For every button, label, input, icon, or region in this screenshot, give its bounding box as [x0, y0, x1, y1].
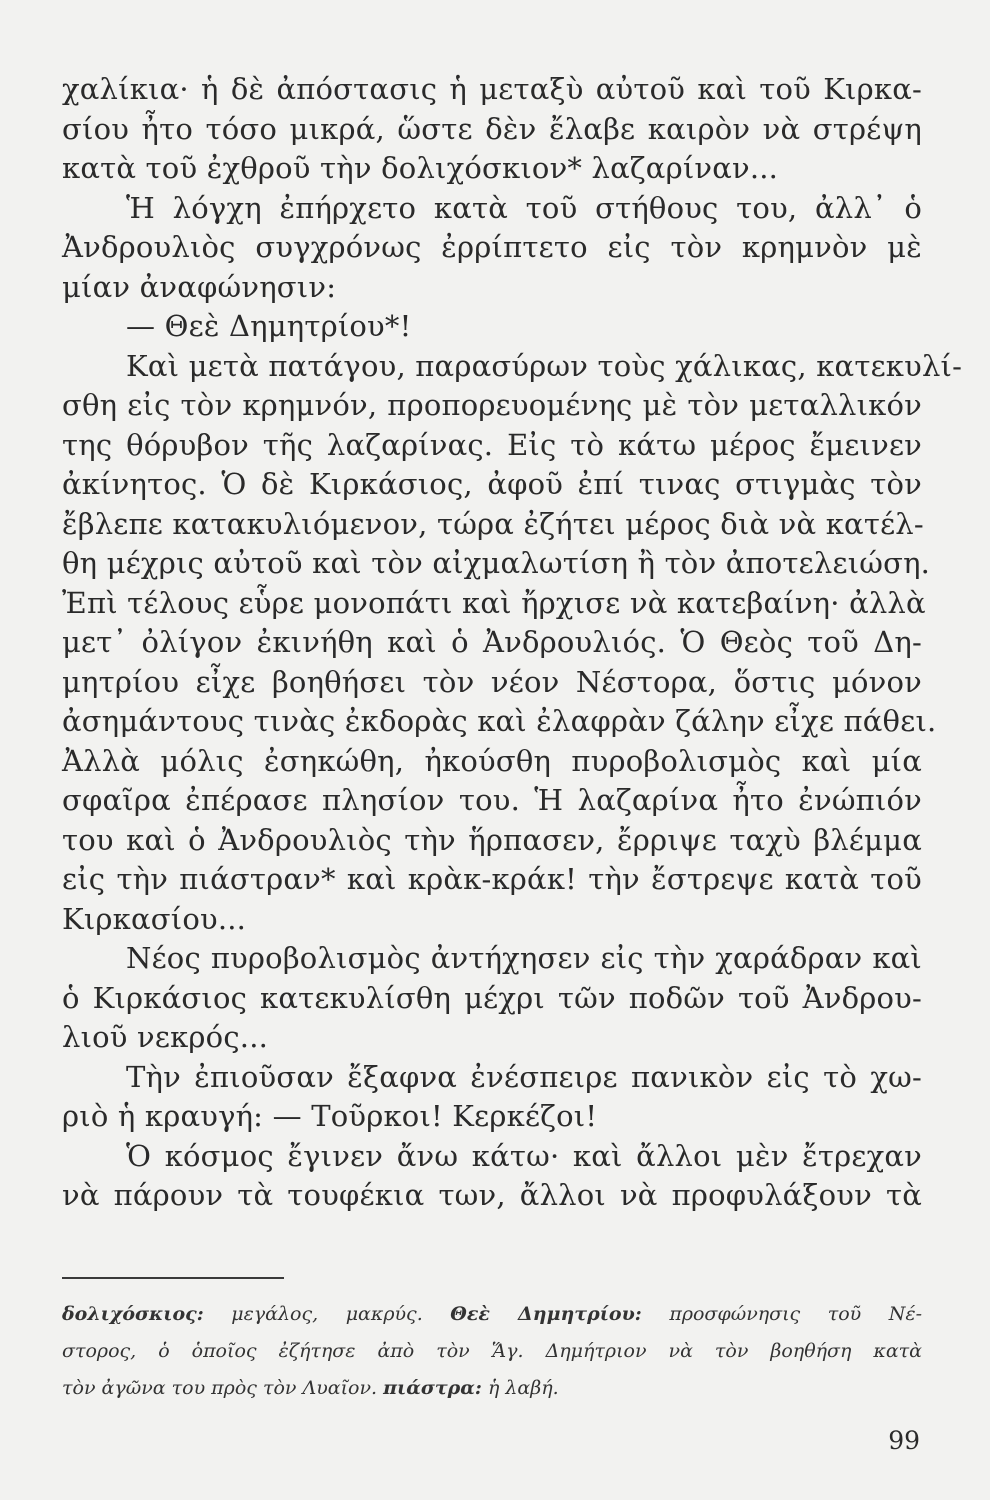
text-line: ριὸ ἡ κραυγή: — Τοῦρκοι! Κερκέζοι!: [62, 1099, 598, 1133]
footnote-definition: μεγάλος, μακρύς.: [203, 1303, 451, 1325]
text-line: Κιρκασίου...: [62, 901, 247, 936]
footnote-line: [62, 1296, 922, 1333]
footnote-divider: [62, 1277, 284, 1279]
text-line: μίαν ἀναφώνησιν:: [62, 269, 337, 304]
body-text: [62, 70, 963, 1216]
text-line: μετ᾽ ὀλίγον ἐκινήθη καὶ ὁ Ἀνδρουλιός. Ὁ Θεὸς τοῦ Δη-: [62, 625, 922, 659]
page-number: 99: [888, 1426, 920, 1455]
text-line: Καὶ μετὰ πατάγου, παρασύρων τοὺς χάλικας, κατεκυλί-: [126, 348, 963, 383]
text-line: Ἀνδρουλιὸς συγχρόνως ἐρρίπτετο εἰς τὸν κρημνὸν μὲ: [62, 230, 922, 264]
footnote-definition: στορος, ὁ ὁποῖος ἐζήτησε ἀπὸ τὸν Ἅγ. Δημήτριον νὰ τὸν βοηθήση κατὰ: [62, 1340, 922, 1362]
footnote-definition: προσφώνησις τοῦ Νέ-: [641, 1303, 922, 1325]
footnote-line: [62, 1333, 922, 1370]
footnote-term: πιάστρα:: [383, 1377, 482, 1399]
text-line: ἀκίνητος. Ὁ δὲ Κιρκάσιος, ἀφοῦ ἐπί τινας στιγμὰς τὸν: [62, 467, 922, 501]
text-line: σφαῖρα ἐπέρασε πλησίον του. Ἡ λαζαρίνα ἦτο ἐνώπιόν: [62, 783, 922, 817]
text-line: Ἐπὶ τέλους εὗρε μονοπάτι καὶ ἤρχισε νὰ κατεβαίνη· ἀλλὰ: [62, 585, 926, 620]
text-line: μητρίου εἶχε βοηθήσει τὸν νέον Νέστορα, ὅστις μόνον: [62, 664, 922, 699]
text-line: Νέος πυροβολισμὸς ἀντήχησεν εἰς τὴν χαράδραν καὶ: [126, 941, 922, 975]
text-line: ὁ Κιρκάσιος κατεκυλίσθη μέχρι τῶν ποδῶν τοῦ Ἀνδρου-: [62, 980, 922, 1015]
text-line: σθη εἰς τὸν κρημνόν, προπορευομένης μὲ τὸν μεταλλικόν: [62, 388, 922, 422]
text-line: ἔβλεπε κατακυλιόμενον, τώρα ἐζήτει μέρος διὰ νὰ κατέλ-: [62, 506, 924, 541]
footnotes: [62, 1296, 922, 1407]
text-line: κατὰ τοῦ ἐχθροῦ τὴν δολιχόσκιον* λαζαρίναν...: [62, 151, 779, 185]
text-line: νὰ πάρουν τὰ τουφέκια των, ἄλλοι νὰ προφυλάξουν τὰ: [62, 1178, 922, 1212]
footnote-line: [62, 1370, 922, 1407]
text-line: θη μέχρις αὐτοῦ καὶ τὸν αἰχμαλωτίση ἢ τὸν ἀποτελειώση.: [62, 546, 931, 580]
text-line: Ἀλλὰ μόλις ἐσηκώθη, ἠκούσθη πυροβολισμὸς καὶ μία: [62, 743, 922, 778]
text-line: λιοῦ νεκρός...: [62, 1020, 269, 1054]
text-line: της θόρυβον τῆς λαζαρίνας. Εἰς τὸ κάτω μέρος ἔμεινεν: [62, 427, 922, 462]
footnote-definition: τὸν ἀγῶνα του πρὸς τὸν Λυαῖον.: [62, 1377, 384, 1399]
text-line: χαλίκια· ἡ δὲ ἀπόστασις ἡ μεταξὺ αὐτοῦ καὶ τοῦ Κιρκα-: [62, 72, 922, 106]
footnote-term: Θεὲ Δημητρίου:: [450, 1303, 642, 1325]
text-line: Ἡ λόγχη ἐπήρχετο κατὰ τοῦ στήθους του, ἀλλ᾽ ὁ: [126, 190, 922, 225]
text-line: ἀσημάντους τινὰς ἐκδορὰς καὶ ἐλαφρὰν ζάλην εἶχε πάθει.: [62, 704, 937, 738]
text-line: Τὴν ἐπιοῦσαν ἔξαφνα ἐνέσπειρε πανικὸν εἰς τὸ χω-: [126, 1059, 922, 1094]
footnote-definition: ἡ λαβή.: [481, 1377, 559, 1399]
text-line: εἰς τὴν πιάστραν* καὶ κρὰκ-κράκ! τὴν ἔστρεψε κατὰ τοῦ: [62, 862, 922, 896]
text-line: του καὶ ὁ Ἀνδρουλιὸς τὴν ἥρπασεν, ἔρριψε ταχὺ βλέμμα: [62, 822, 922, 857]
footnote-term: δολιχόσκιος:: [62, 1303, 204, 1325]
text-line: Ὁ κόσμος ἔγινεν ἄνω κάτω· καὶ ἄλλοι μὲν ἔτρεχαν: [126, 1138, 922, 1173]
text-line: — Θεὲ Δημητρίου*!: [126, 309, 412, 343]
text-line: σίου ἦτο τόσο μικρά, ὥστε δὲν ἔλαβε καιρὸν νὰ στρέψη: [62, 111, 922, 146]
